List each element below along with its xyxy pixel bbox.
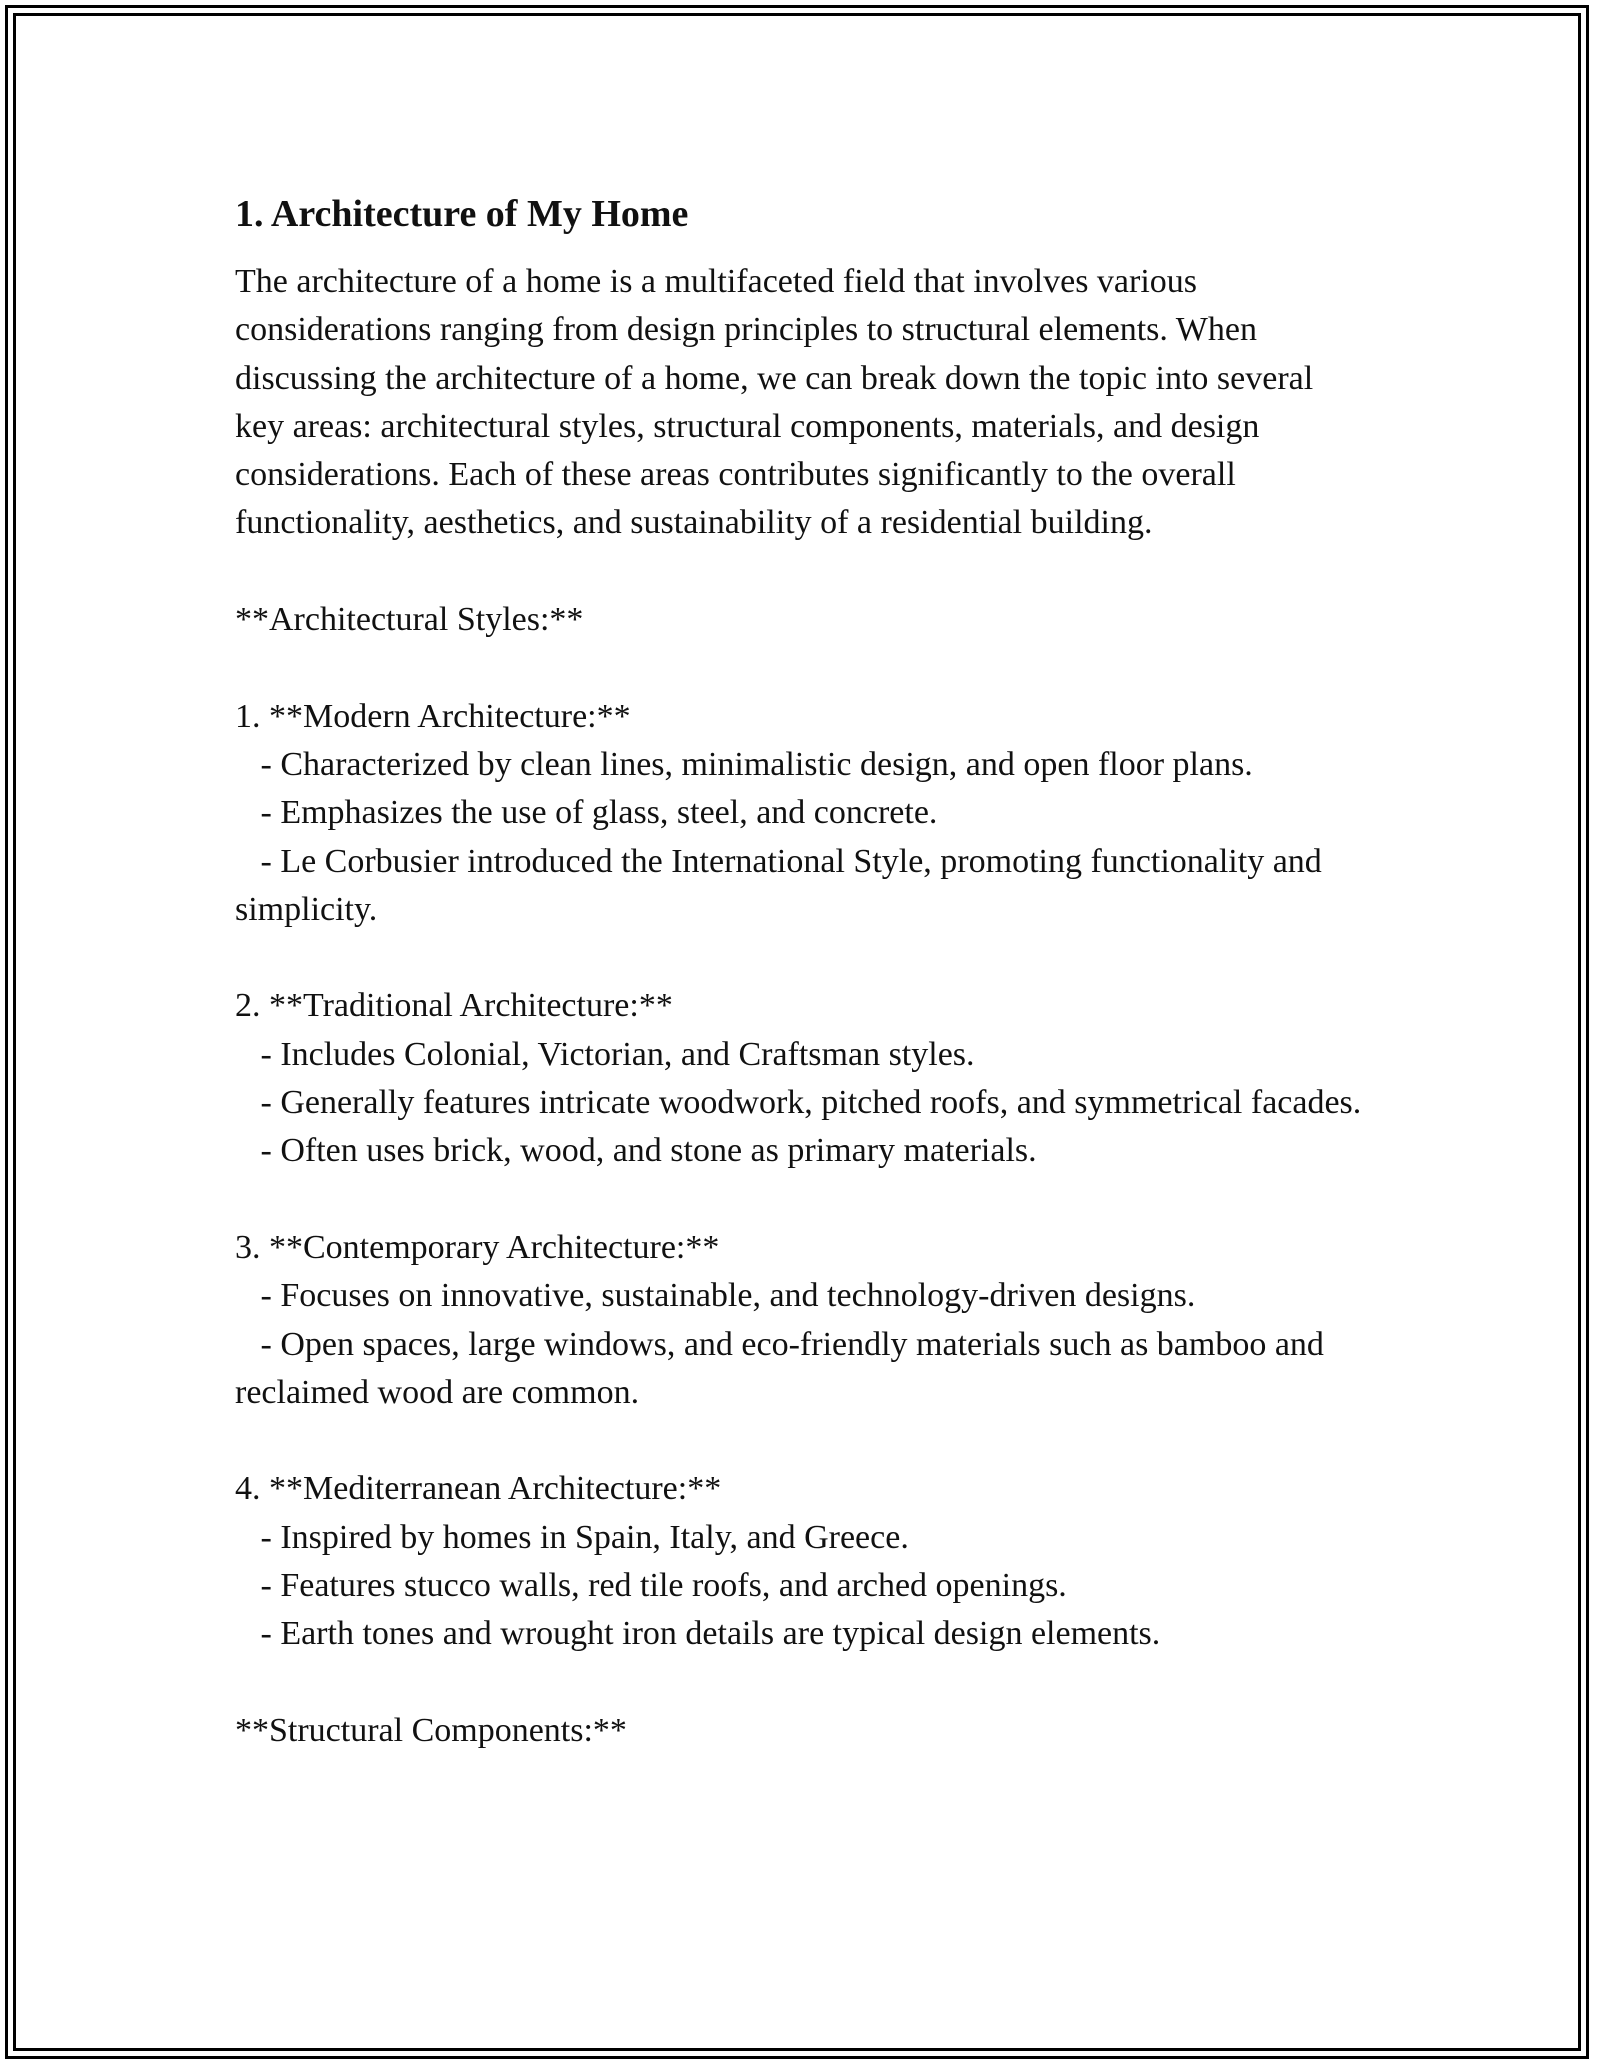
document-title: 1. Architecture of My Home: [235, 193, 689, 235]
document-body: [235, 186, 1365, 1755]
document-text: The architecture of a home is a multifaceted field that involves various considerations ranging from design principles to structural elements. When discussing the architecture of a home, we can break down the topic into several key areas: architectural styles, structural components, materials, and design considerations. Each of these areas contributes significantly to the overall functionality, aesthetics, and sustainability of a residential building. **Architectural Styles:** 1. **Modern Architecture:** - Characterized by clean lines, minimalistic design, and open floor plans. - Emphasizes the use of glass, steel, and concrete. - Le Corbusier introduced the International Style, promoting functionality and simplicity. 2. **Traditional Architecture:** - Includes Colonial, Victorian, and Craftsman styles. - Generally features intricate woodwork, pitched roofs, and symmetrical facades. - Often uses brick, wood, and stone as primary materials. 3. **Contemporary Architecture:** - Focuses on innovative, sustainable, and technology-driven designs. - Open spaces, large windows, and eco-friendly materials such as bamboo and reclaimed wood are common. 4. **Mediterranean Architecture:** - Inspired by homes in Spain, Italy, and Greece. - Features stucco walls, red tile roofs, and arched openings. - Earth tones and wrought iron details are typical design elements. **Structural Components:**: [235, 263, 1362, 1749]
